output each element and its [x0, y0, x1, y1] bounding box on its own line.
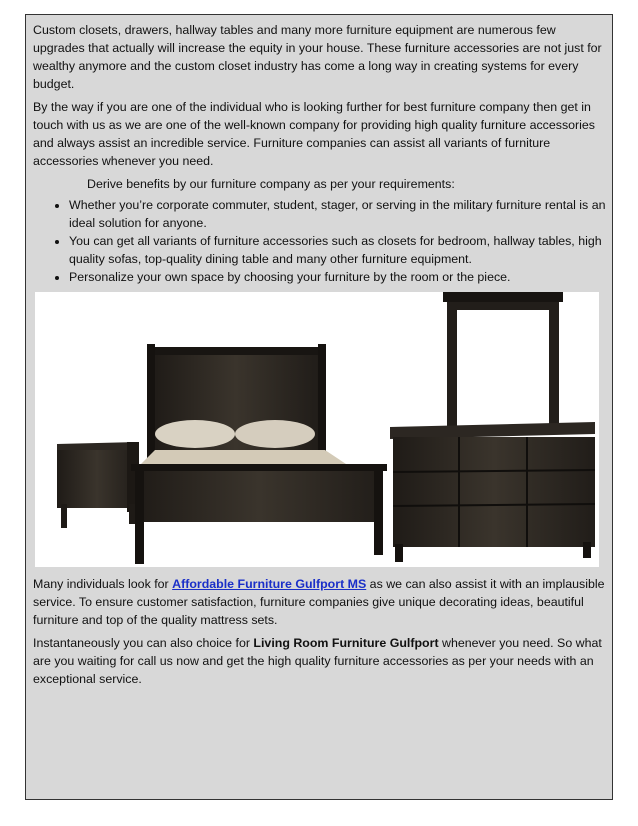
paragraph-affordable-furniture [33, 575, 607, 629]
mirror [443, 292, 563, 432]
p5-text-after: whenever you need. So what are you waiting for call us now and get the high quality furniture accessories as per your needs with an exceptional service. [33, 636, 602, 686]
paragraph-living-room [33, 634, 607, 688]
bedroom-set-illustration [35, 292, 599, 567]
list-item: • You can get all variants of furniture accessories such as closets for bedroom, hallway tables, high quality sofas, top-quality dining table and many other furniture equipment. [69, 232, 607, 268]
paragraph-company: By the way if you are one of the individual who is looking further for best furniture company then get in touch with us as we are one of the well-known company for providing high quality furniture accessories and always assist an incredible service. Furniture companies can assist all variants of furniture accessories whenever you need. [33, 100, 596, 168]
p4-text-after: as we can also assist it with an implausible service. To ensure customer satisfaction, furniture companies give unique decorating ideas, beautiful furniture and top of the quality mattress sets. [33, 577, 605, 627]
benefits-list [33, 196, 607, 286]
list-item: • Personalize your own space by choosing your furniture by the room or the piece. [69, 268, 607, 286]
bed [131, 344, 387, 564]
document-page [25, 14, 613, 800]
p5-text-before: Instantaneously you can also choice for [33, 636, 254, 650]
dresser [390, 422, 595, 562]
document-content [33, 21, 607, 693]
paragraph-intro: Custom closets, drawers, hallway tables and many more furniture equipment are numerous few upgrades that actually will increase the equity in your house. These furniture accessories are not just for wealthy anymore and the custom closet industry has come a long way in creating systems for every budget. [33, 23, 602, 91]
paragraph-benefits-heading: Derive benefits by our furniture company as per your requirements: [87, 177, 455, 191]
nightstand [57, 442, 139, 528]
affordable-furniture-link[interactable]: Affordable Furniture Gulfport MS [172, 577, 367, 591]
list-item: • Whether you’re corporate commuter, student, stager, or serving in the military furniture rental is an ideal solution for anyone. [69, 196, 607, 232]
bedroom-set-photo [35, 292, 599, 567]
living-room-furniture-bold: Living Room Furniture Gulfport [253, 636, 439, 650]
p4-text-before: Many individuals look for [33, 577, 173, 591]
